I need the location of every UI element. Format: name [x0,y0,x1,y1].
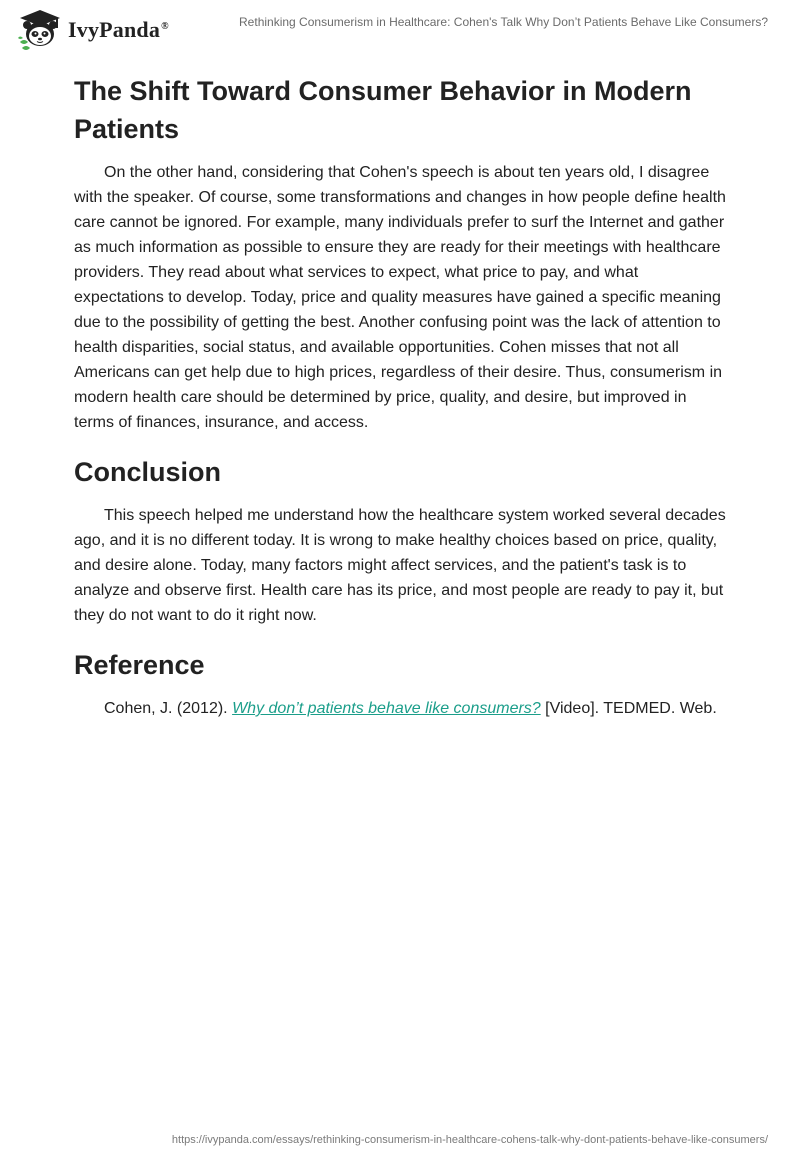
ivypanda-logo[interactable] [16,8,169,52]
reference-suffix: [Video]. TEDMED. Web. [540,700,717,717]
reference-author-year: Cohen, J. (2012). [104,700,233,717]
document-title: Rethinking Consumerism in Healthcare: Cohen's Talk Why Don’t Patients Behave Like Consumers? [239,15,768,29]
section-heading-shift: The Shift Toward Consumer Behavior in Modern Patients [74,76,692,144]
section-paragraph-shift: On the other hand, considering that Cohen's speech is about ten years old, I disagree with the speaker. Of course, some transformations and changes in how people define health care cannot be ignored. For example, many individuals prefer to surf the Internet and gather as much information as possible to ensure they are ready for their meetings with healthcare providers. They read about what services to expect, what price to pay, and what expectations to develop. Today, price and quality measures have gained a specific meaning due to the possibility of getting the best. Another confusing point was the lack of attention to health disparities, social status, and available opportunities. Cohen misses that not all Americans can get help due to high prices, regardless of their desire. Thus, consumerism in modern health care should be determined by price, quality, and desire, but improved in terms of finances, insurance, and access. [74,164,726,431]
section-paragraph-conclusion: This speech helped me understand how the healthcare system worked several decades ago, and it is no different today. It is wrong to make healthy choices based on price, quality, and desire alone. Today, many factors might affect services, and the patient's task is to analyze and observe first. Health care has its price, and most people are ready to pay it, but they do not want to do it right now. [74,507,726,624]
logo-wordmark: IvyPanda® [68,17,169,42]
registered-mark: ® [161,20,169,32]
panda-graduate-icon [16,8,64,52]
reference-entry [74,696,728,721]
page-header [0,0,800,60]
section-heading-reference: Reference [74,650,205,680]
reference-link[interactable]: Why don’t patients behave like consumers? [232,700,541,717]
section-heading-conclusion: Conclusion [74,457,221,487]
essay-content [74,72,728,737]
footer-url: https://ivypanda.com/essays/rethinking-consumerism-in-healthcare-cohens-talk-why-dont-patients-behave-like-consumers/ [171,1134,768,1146]
